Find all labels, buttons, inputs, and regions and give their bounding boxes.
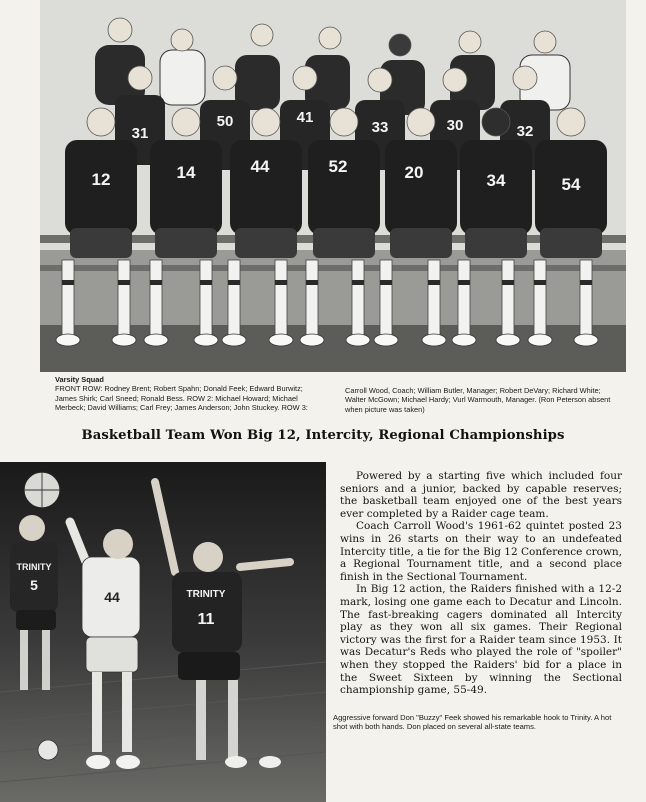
front-jersey-number: 34 [486,171,506,190]
front-jersey-number: 44 [250,157,270,176]
caption-title: Varsity Squad [55,375,104,384]
left-player-team-name: TRINITY [16,562,52,572]
front-jersey-number: 52 [328,157,348,176]
right-player-number: 11 [197,611,215,628]
game-action-photo [0,462,326,802]
center-player-number: 44 [104,589,120,605]
action-photo-illustration [0,462,326,802]
team-photo-caption-right [345,386,611,414]
article-headline: Basketball Team Won Big 12, Intercity, Regional Championships [81,428,565,443]
caption-roster-text-continued: Carroll Wood, Coach; William Butler, Manager; Robert DeVary; Richard White; Walter McGown; Michael Hardy; Vurl Warmouth, Manager. (Ron Peterson absent when picture was taken) [345,386,611,414]
team-photo-illustration [40,0,626,372]
right-player-team-name: TRINITY [186,589,226,600]
row2-jersey-number: 41 [296,109,314,126]
caption-roster-text: FRONT ROW: Rodney Brent; Robert Spahn; Donald Feek; Edward Burwitz; James Shirk; Carl Sneed; Ronald Bess. ROW 2: Michael Howard; Michael Merbeck; David Williams; Carl Frey; James Anderson; John Stuckey. ROW 3: [55,384,308,413]
article-paragraph: In Big 12 action, the Raiders finished with a 12-2 mark, losing one game each to Decatur and Lincoln. The fast-breaking cagers dominated all Intercity play as they won all six games. Their Regional victory was the first for a Raider team since 1953. It was Decatur's Reds who played the role of "spoiler" when they stopped the Raiders' bid for a place in the Sweet Sixteen by winning the Sectional championship game, 55-49. [340,583,622,697]
front-jersey-number: 12 [91,170,111,189]
article-paragraph: Powered by a starting five which included four seniors and a junior, backed by capable reserves; the basketball team enjoyed one of the best years ever completed by a Raider cage team. [340,470,622,520]
row2-jersey-number: 31 [131,125,149,142]
front-jersey-number: 54 [561,175,581,194]
row2-jersey-number: 30 [446,117,464,134]
left-player-number: 5 [30,577,38,593]
article-body [340,470,622,697]
front-jersey-number: 14 [176,163,196,182]
row2-jersey-number: 32 [516,123,534,140]
article-paragraph: Coach Carroll Wood's 1961-62 quintet posted 23 wins in 26 starts on their way to an undefeated Intercity title, a tie for the Big 12 Conference crown, a Regional Tournament title, and a second place finish in the Sectional Tournament. [340,520,622,583]
row2-jersey-number: 50 [216,113,234,130]
varsity-team-photo [40,0,626,372]
front-jersey-number: 20 [404,163,424,182]
action-photo-caption: Aggressive forward Don "Buzzy" Feek showed his remarkable hook to Trinity. A hot shot with both hands. Don placed on several all-state teams. [333,713,612,732]
row2-jersey-number: 33 [371,119,389,136]
team-photo-caption-left [55,375,325,413]
